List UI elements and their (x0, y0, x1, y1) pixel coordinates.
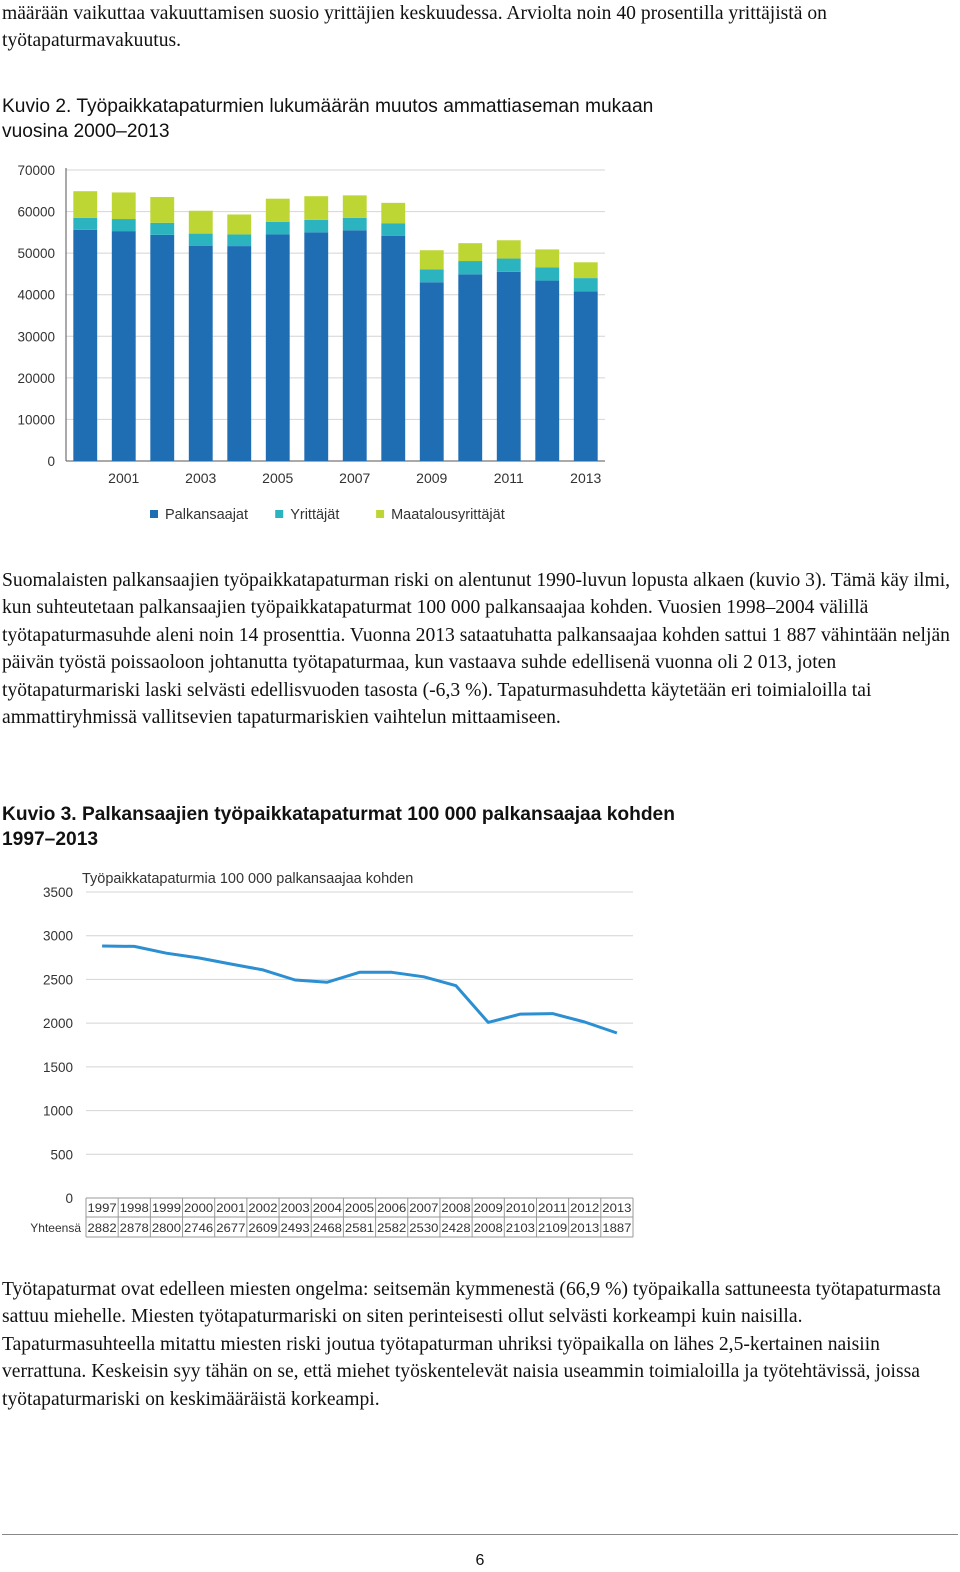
bar-segment (150, 223, 174, 235)
table-value: 2677 (216, 1221, 246, 1235)
bar-segment (112, 192, 136, 219)
bar-segment (150, 235, 174, 461)
series-line (102, 946, 617, 1033)
bar-segment (227, 246, 251, 461)
y-tick-label: 60000 (17, 204, 55, 220)
x-tick-label: 2004 (312, 1201, 343, 1215)
bar-segment (189, 246, 213, 461)
x-tick-label: 1997 (87, 1201, 118, 1215)
x-tick-label: 2005 (344, 1201, 375, 1215)
table-value: 2109 (537, 1221, 568, 1235)
legend-swatch (150, 510, 158, 518)
bar-segment (420, 250, 444, 269)
x-tick-label: 2010 (505, 1201, 536, 1215)
table-value: 1887 (602, 1221, 632, 1235)
legend-label: Yrittäjät (290, 507, 340, 523)
table-value: 2008 (473, 1221, 504, 1235)
bar-segment (227, 214, 251, 234)
x-tick-label: 2001 (108, 470, 140, 486)
page-number: 6 (475, 1552, 485, 1569)
bar-segment (381, 203, 405, 223)
bar-segment (381, 236, 405, 461)
y-tick-label: 3000 (42, 928, 73, 944)
x-tick-label: 2012 (570, 1201, 600, 1215)
bar-segment (574, 262, 598, 278)
table-value: 2746 (184, 1221, 214, 1235)
x-tick-label: 2011 (537, 1201, 568, 1215)
table-value: 2581 (344, 1221, 375, 1235)
y-tick-label: 20000 (17, 370, 55, 386)
bar-segment (420, 269, 444, 282)
body-paragraph-3: Työtapaturmat ovat edelleen miesten ongelma: seitsemän kymmenestä (66,9 %) työpaikalla sattuneesta työtapaturmasta sattuu miehelle. Miesten työtapaturmariski on siten perinteisesti ollut selvästi korkeampi kuin naisilla. Tapaturmasuhteella mitattu miesten riski joutua työtapaturman uhriksi työpaikalla on lähes 2,5-kertainen naisiin verrattuna. Keskeisin syy tähän on se, että miehet työskentelevät naisia useammin toimialoilla ja työtehtävissä, joissa työtapaturmariski on keskimääräistä korkeampi. (2, 1279, 941, 1410)
bar-segment (535, 281, 559, 461)
x-tick-label: 2013 (602, 1201, 632, 1215)
table-value: 2493 (280, 1221, 311, 1235)
figure3-caption: Kuvio 3. Palkansaajien työpaikkatapaturmat 100 000 palkansaajaa kohden 1997–2013 (2, 804, 675, 850)
bar-segment (227, 234, 251, 246)
x-tick-label: 2001 (216, 1201, 246, 1215)
x-tick-label: 2008 (441, 1201, 471, 1215)
y-tick-label: 30000 (17, 329, 55, 345)
x-tick-label: 2003 (185, 470, 217, 486)
x-tick-label: 2009 (473, 1201, 504, 1215)
table-row-label: Yhteensä (30, 1221, 81, 1235)
bar-segment (458, 274, 482, 461)
footer-rule (2, 1534, 958, 1535)
bar-segment (343, 230, 367, 461)
bar-segment (458, 243, 482, 261)
bar-segment (189, 211, 213, 234)
bar-segment (304, 220, 328, 232)
bar-segment (266, 234, 290, 461)
y-tick-label: 500 (50, 1147, 73, 1163)
bar-segment (574, 291, 598, 461)
line-chart (0, 858, 645, 1243)
legend-label: Palkansaajat (165, 507, 249, 523)
bar-segment (497, 272, 521, 461)
x-tick-label: 1999 (151, 1201, 182, 1215)
y-tick-label: 1500 (42, 1059, 73, 1075)
bar-segment (381, 223, 405, 235)
bar-segment (458, 261, 482, 274)
figure2-caption: Kuvio 2. Työpaikkatapaturmien lukumäärän muutos ammattiaseman mukaan vuosina 2000–2013 (2, 96, 654, 142)
bar-segment (150, 197, 174, 223)
y-tick-label: 3500 (42, 885, 73, 900)
bar-segment (73, 230, 97, 461)
bar-segment (189, 234, 213, 246)
legend-swatch (376, 510, 384, 518)
x-tick-label: 2007 (339, 470, 371, 486)
bar-segment (73, 218, 97, 230)
bar-segment (497, 259, 521, 272)
y-tick-label: 50000 (17, 246, 55, 262)
bar-segment (420, 282, 444, 461)
x-tick-label: 2007 (409, 1201, 439, 1215)
y-tick-label: 2000 (42, 1016, 73, 1032)
table-value: 2882 (87, 1221, 118, 1235)
y-tick-label: 0 (65, 1191, 73, 1206)
bar-segment (266, 199, 290, 222)
bar-segment (574, 278, 598, 291)
bar-segment (535, 267, 559, 280)
bar-segment (535, 249, 559, 267)
x-tick-label: 2011 (493, 470, 524, 486)
bar-segment (343, 218, 367, 230)
bar-segment (343, 195, 367, 217)
x-tick-label: 1998 (119, 1201, 150, 1215)
body-paragraph-2: Suomalaisten palkansaajien työpaikkatapaturman riski on alentunut 1990-luvun lopusta alkaen (kuvio 3). Tämä käy ilmi, kun suhteutetaan palkansaajien työpaikkatapaturmat 100 000 palkansaajaa kohden. Vuosien 1998–2004 välillä työtapaturmasuhde aleni noin 14 prosenttia. Vuonna 2013 sataatuhatta palkansaajaa kohden sattui 1 887 vähintään neljän päivän työstä poissaoloon johtanutta työtapaturmaa, kun vastaava suhde edellisenä vuonna oli 2 013, joten työtapaturmariski laski selvästi edellisvuoden tasosta (-6,3 %). Tapaturmasuhdetta käytetään eri toimialoilla tai ammattiryhmissä vallitsevien tapaturmariskien vaihtelun mittaamiseen. (2, 570, 951, 729)
bar-segment (304, 232, 328, 461)
table-value: 2582 (377, 1221, 407, 1235)
y-tick-label: 40000 (17, 287, 55, 303)
table-value: 2609 (248, 1221, 278, 1235)
y-tick-label: 10000 (17, 412, 55, 428)
x-tick-label: 2005 (262, 470, 294, 486)
intro-paragraph: määrään vaikuttaa vakuuttamisen suosio yrittäjien keskuudessa. Arviolta noin 40 prosentilla yrittäjistä on työtapaturmavakuutus. (2, 3, 827, 52)
table-value: 2428 (441, 1221, 471, 1235)
table-value: 2468 (312, 1221, 343, 1235)
y-tick-label: 1000 (42, 1103, 73, 1119)
bar-segment (304, 196, 328, 220)
bar-segment (73, 191, 97, 218)
bar-segment (112, 231, 136, 461)
x-tick-label: 2009 (416, 470, 448, 486)
bar-segment (112, 219, 136, 231)
x-tick-label: 2013 (570, 470, 602, 486)
bar-segment (497, 240, 521, 258)
x-tick-label: 2003 (280, 1201, 311, 1215)
stacked-bar-chart (0, 150, 620, 540)
table-value: 2530 (409, 1221, 439, 1235)
table-value: 2878 (119, 1221, 150, 1235)
legend-swatch (275, 510, 283, 518)
y-tick-label: 0 (47, 454, 55, 469)
bar-segment (266, 222, 290, 234)
table-value: 2103 (505, 1221, 536, 1235)
y-tick-label: 2500 (42, 972, 73, 988)
y-tick-label: 70000 (17, 163, 55, 178)
legend-label: Maatalousyrittäjät (391, 507, 505, 523)
x-tick-label: 2006 (377, 1201, 407, 1215)
table-value: 2800 (151, 1221, 182, 1235)
chart-title: Työpaikkatapaturmia 100 000 palkansaajaa kohden (82, 871, 414, 887)
x-tick-label: 2000 (184, 1201, 214, 1215)
table-value: 2013 (570, 1221, 600, 1235)
x-tick-label: 2002 (248, 1201, 278, 1215)
